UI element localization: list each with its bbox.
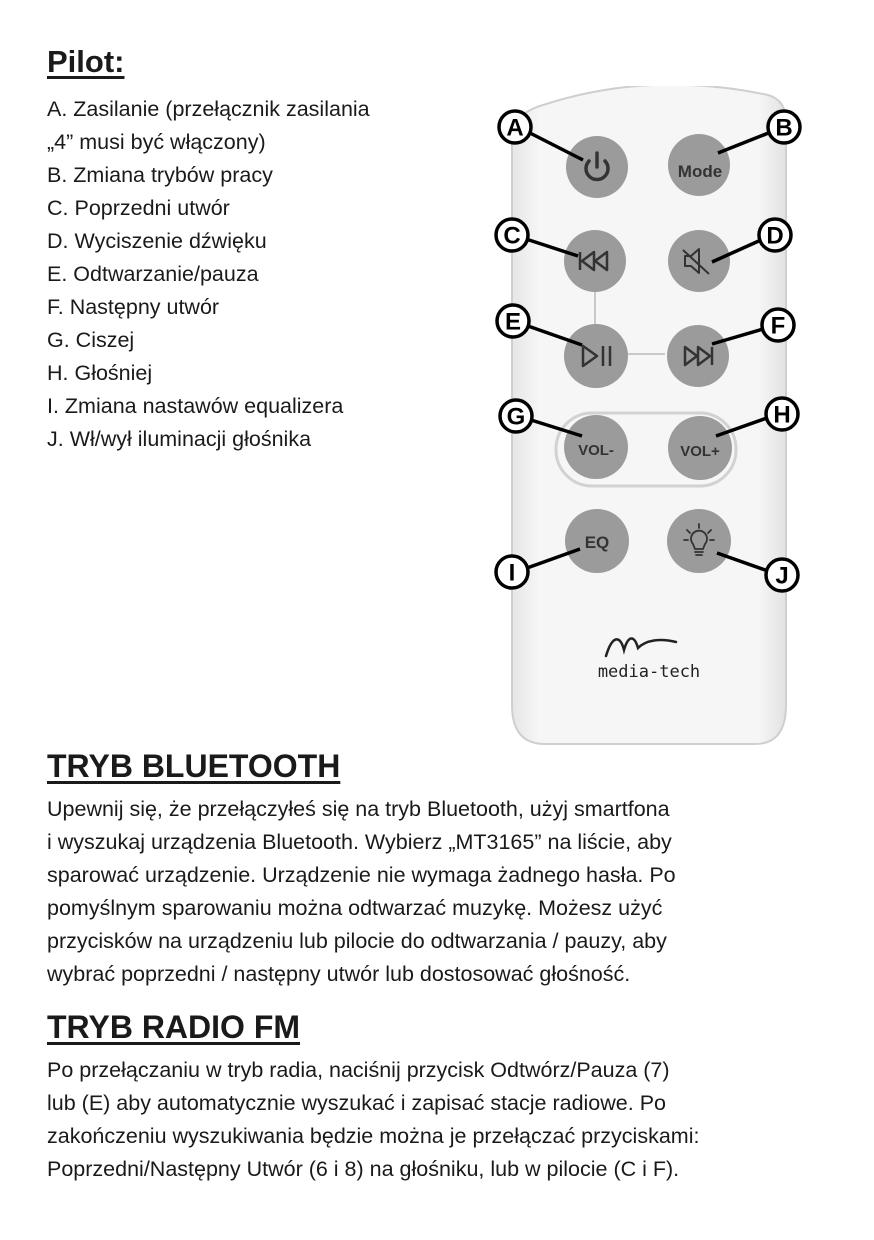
fm-radio-paragraph [47, 1054, 699, 1186]
fm-line: Po przełączaniu w tryb radia, naciśnij przycisk Odtwórz/Pauza (7) [47, 1058, 670, 1082]
legend-item-b: B. Zmiana trybów pracy [47, 163, 273, 187]
callout-label-g: G [506, 403, 526, 431]
legend-item-j: J. Wł/wył iluminacji głośnika [47, 427, 312, 451]
callout-label-a: A [506, 114, 524, 142]
bluetooth-line: wybrać poprzedni / następny utwór lub dostosować głośność. [47, 962, 631, 986]
pilot-heading: Pilot: [47, 44, 125, 79]
callout-label-b: B [775, 114, 793, 142]
callout-label-f: F [770, 312, 786, 340]
bluetooth-line: pomyślnym sparowaniu można odtwarzać muzykę. Możesz użyć [47, 896, 663, 920]
bluetooth-line: Upewnij się, że przełączyłeś się na tryb Bluetooth, użyj smartfona [47, 797, 670, 821]
callout-label-e: E [504, 308, 522, 336]
remote-body [512, 86, 789, 744]
legend-item-e: E. Odtwarzanie/pauza [47, 262, 259, 286]
legend-item-g: G. Ciszej [47, 328, 135, 352]
volume-up-label: VOL+ [680, 443, 720, 460]
fm-line: lub (E) aby automatycznie wyszukać i zapisać stacje radiowe. Po [47, 1091, 666, 1115]
bluetooth-line: przycisków na urządzeniu lub pilocie do odtwarzania / pauzy, aby [47, 929, 667, 953]
fm-radio-heading: TRYB RADIO FM [47, 1009, 301, 1045]
callout-label-h: H [773, 401, 791, 429]
bluetooth-line: sparować urządzenie. Urządzenie nie wymaga żadnego hasła. Po [47, 863, 676, 887]
volume-down-button[interactable] [564, 415, 628, 479]
legend-item-d: D. Wyciszenie dźwięku [47, 229, 267, 253]
next-track-button[interactable] [667, 325, 729, 387]
remote-illustration [488, 86, 808, 751]
mode-button-label: Mode [677, 162, 723, 181]
mode-button[interactable] [668, 134, 730, 196]
bluetooth-heading: TRYB BLUETOOTH [47, 748, 341, 784]
fm-line: zakończeniu wyszukiwania będzie można je przełączać przyciskami: [47, 1124, 700, 1148]
brand-name: media-tech [597, 662, 701, 682]
bluetooth-paragraph [47, 793, 676, 991]
volume-down-label: VOL- [578, 442, 614, 459]
callout-label-c: C [503, 222, 521, 250]
eq-button-label: EQ [584, 533, 610, 552]
fm-line: Poprzedni/Następny Utwór (6 i 8) na głośniku, lub w pilocie (C i F). [47, 1157, 680, 1181]
previous-track-button[interactable] [564, 230, 626, 292]
callout-label-i: I [508, 559, 516, 587]
legend-item-h: H. Głośniej [47, 361, 153, 385]
legend-item-i: I. Zmiana nastawów equalizera [47, 394, 344, 418]
legend-item-a: A. Zasilanie (przełącznik zasilania [47, 97, 370, 121]
eq-button[interactable] [565, 509, 629, 573]
legend-item-f: F. Następny utwór [47, 295, 220, 319]
volume-up-button[interactable] [668, 416, 732, 480]
bluetooth-line: i wyszukaj urządzenia Bluetooth. Wybierz „MT3165” na liście, aby [47, 830, 672, 854]
legend-item-c: C. Poprzedni utwór [47, 196, 230, 220]
light-button[interactable] [667, 509, 731, 573]
legend-item-a-cont: „4” musi być włączony) [47, 130, 266, 154]
callout-label-d: D [766, 222, 784, 250]
power-button[interactable] [566, 136, 628, 198]
play-pause-button[interactable] [564, 324, 628, 388]
mute-button[interactable] [668, 230, 730, 292]
remote-legend-list [47, 93, 370, 456]
callout-label-j: J [775, 562, 789, 590]
